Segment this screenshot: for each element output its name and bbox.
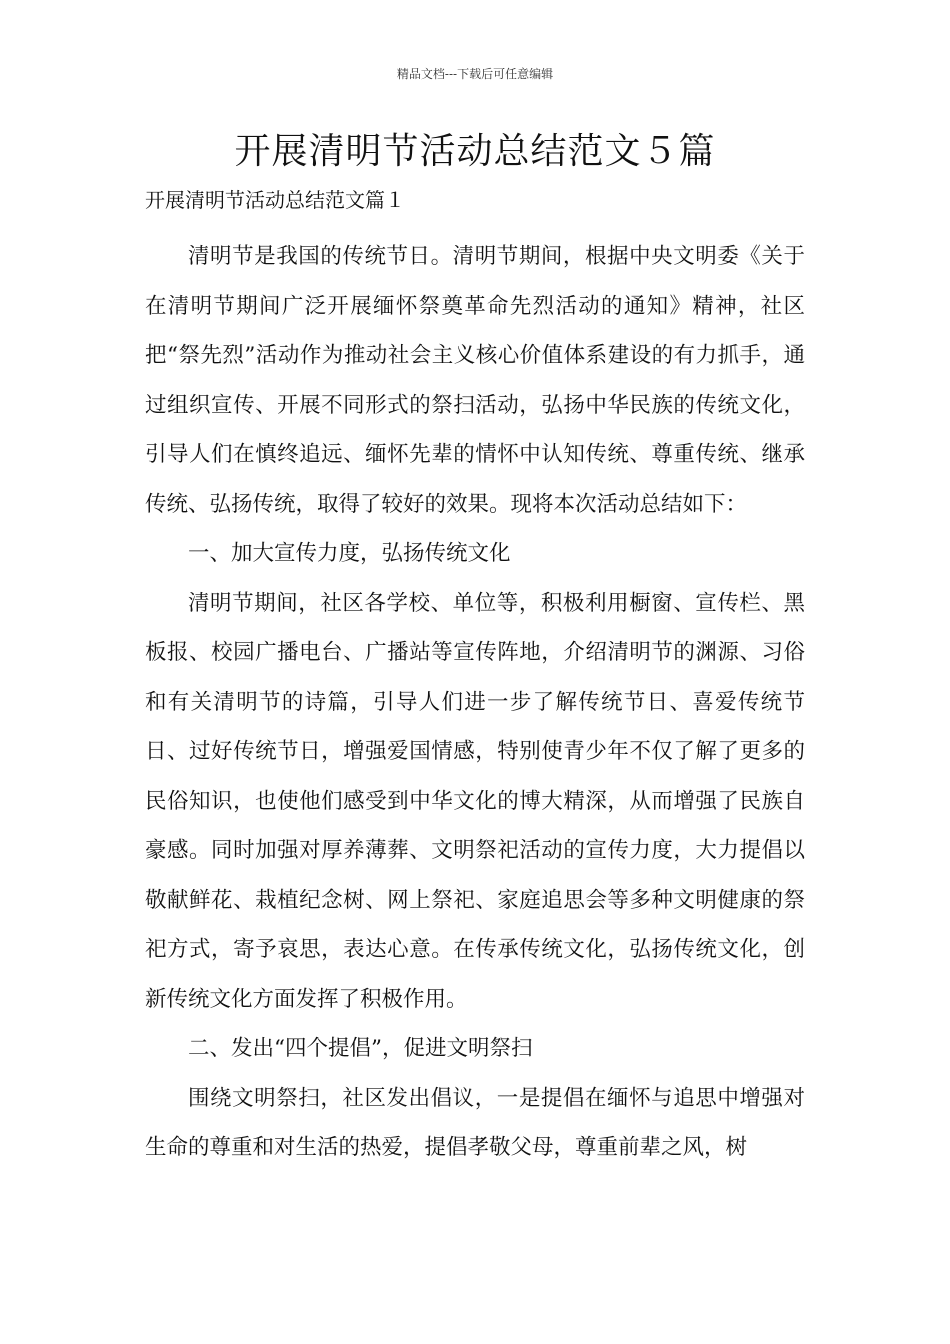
- paragraph-section-1: 清明节期间，社区各学校、单位等，积极利用橱窗、宣传栏、黑板报、校园广播电台、广播站等宣传阵地，介绍清明节的渊源、习俗和有关清明节的诗篇，引导人们进一步了解传统节日、喜爱传统节日、过好传统节日，增强爱国情感，特别使青少年不仅了解了更多的民俗知识，也使他们感受到中华文化的博大精深，从而增强了民族自豪感。同时加强对厚养薄葬、文明祭祀活动的宣传力度，大力提倡以敬献鲜花、栽植纪念树、网上祭祀、家庭追思会等多种文明健康的祭祀方式，寄予哀思，表达心意。在传承传统文化，弘扬传统文化，创新传统文化方面发挥了积极作用。: [145, 590, 805, 1012]
- document-subtitle: 开展清明节活动总结范文篇１: [145, 188, 405, 212]
- section-heading-1: 一、加大宣传力度，弘扬传统文化: [188, 541, 511, 566]
- paragraph-section-2: 围绕文明祭扫，社区发出倡议，一是提倡在缅怀与追思中增强对生命的尊重和对生活的热爱，提倡孝敬父母，尊重前辈之风，树: [145, 1085, 805, 1160]
- document-body: [145, 232, 805, 1173]
- section-heading-2: 二、发出“四个提倡”，促进文明祭扫: [188, 1036, 533, 1061]
- paragraph-intro: 清明节是我国的传统节日。清明节期间，根据中央文明委《关于在清明节期间广泛开展缅怀祭奠革命先烈活动的通知》精神，社区把“祭先烈”活动作为推动社会主义核心价值体系建设的有力抓手，通过组织宣传、开展不同形式的祭扫活动，弘扬中华民族的传统文化，引导人们在慎终追远、缅怀先辈的情怀中认知传统、尊重传统、继承传统、弘扬传统，取得了较好的效果。现将本次活动总结如下：: [145, 244, 805, 517]
- document-title: 开展清明节活动总结范文５篇: [234, 131, 716, 172]
- page-header-note: 精品文档---下载后可任意编辑: [396, 67, 554, 81]
